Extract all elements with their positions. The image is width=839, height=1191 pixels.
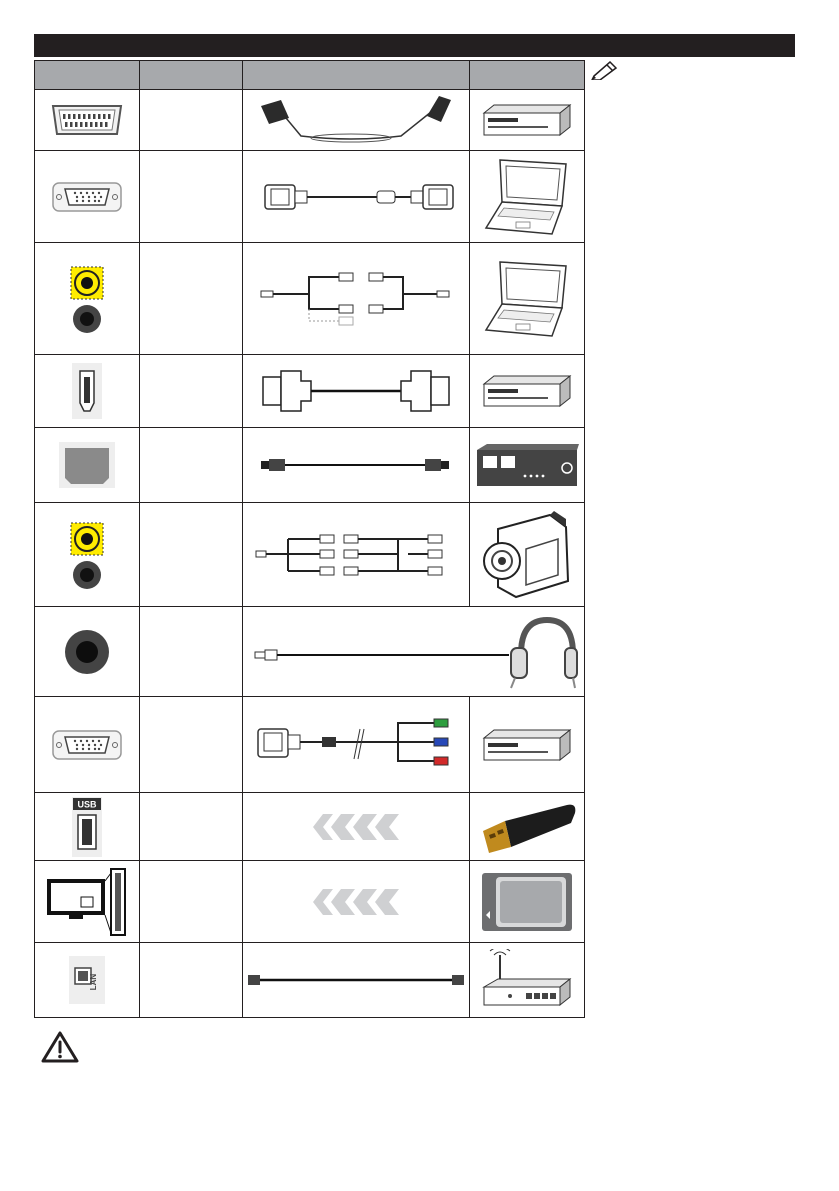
connector-cell — [35, 428, 140, 503]
device-cell — [470, 943, 585, 1018]
device-cell — [470, 355, 585, 428]
connector-cell — [35, 697, 140, 793]
table-row — [35, 607, 585, 697]
hdmi-socket-icon — [70, 361, 104, 421]
cable-cell — [243, 503, 470, 607]
cable-cell — [243, 90, 470, 151]
ypbpr-cable-icon — [248, 715, 464, 775]
dvd-player-icon — [480, 726, 574, 764]
vga-cable-icon — [251, 177, 461, 217]
connector-type-label — [140, 943, 243, 1018]
cable-cell — [243, 861, 470, 943]
connector-cell — [35, 607, 140, 697]
column-header-device — [470, 61, 585, 90]
scart-socket-icon — [47, 100, 127, 140]
connector-type-label — [140, 503, 243, 607]
table-row — [35, 503, 585, 607]
hdmi-cable-icon — [251, 363, 461, 419]
usb-socket-icon — [70, 795, 104, 859]
connector-type-label — [140, 355, 243, 428]
table-row — [35, 861, 585, 943]
table-header-row — [35, 61, 585, 90]
table-row — [35, 243, 585, 355]
connector-cell — [35, 503, 140, 607]
camcorder-icon — [480, 509, 574, 601]
connector-type-label — [140, 793, 243, 861]
connector-type-label — [140, 607, 243, 697]
ci-slot-icon — [45, 867, 129, 937]
lan-socket-icon — [65, 954, 109, 1006]
connector-cell — [35, 793, 140, 861]
scart-cable-icon — [251, 92, 461, 148]
av-cable-icon — [248, 531, 464, 579]
device-cell — [470, 793, 585, 861]
cable-cell — [243, 243, 470, 355]
lan-label: LAN — [89, 973, 98, 991]
cam-module-icon — [480, 871, 574, 933]
cable-cell — [243, 607, 585, 697]
connections-table — [34, 60, 585, 1018]
page-title — [34, 34, 795, 57]
dvd-player-icon — [480, 101, 574, 139]
headphone-cable-icon — [249, 614, 579, 690]
laptop-icon — [482, 156, 572, 238]
cable-cell — [243, 151, 470, 243]
pencil-icon — [590, 60, 618, 85]
cable-cell — [243, 355, 470, 428]
vga-socket-icon — [51, 729, 123, 761]
connector-cell — [35, 243, 140, 355]
table-row — [35, 151, 585, 243]
table-row — [35, 697, 585, 793]
usb-arrows-icon — [311, 812, 401, 842]
av-jack-icon — [69, 515, 105, 595]
cable-cell — [243, 697, 470, 793]
amplifier-icon — [475, 442, 579, 488]
column-header-cables — [243, 61, 470, 90]
ci-arrows-icon — [311, 887, 401, 917]
ethernet-cable-icon — [244, 970, 468, 990]
connector-cell — [35, 943, 140, 1018]
device-cell — [470, 861, 585, 943]
dvd-player-icon — [480, 372, 574, 410]
connector-cell — [35, 861, 140, 943]
connector-type-label — [140, 151, 243, 243]
cable-cell — [243, 943, 470, 1018]
router-icon — [480, 949, 574, 1011]
table-row — [35, 793, 585, 861]
table-row — [35, 428, 585, 503]
device-cell — [470, 503, 585, 607]
warning-icon — [40, 1030, 80, 1069]
table-row — [35, 355, 585, 428]
cable-cell — [243, 793, 470, 861]
column-header-connector — [35, 61, 140, 90]
vga-socket-icon — [51, 181, 123, 213]
device-cell — [470, 243, 585, 355]
cable-cell — [243, 428, 470, 503]
table-row — [35, 943, 585, 1018]
connector-type-label — [140, 243, 243, 355]
audio-jack-icon — [69, 259, 105, 339]
optical-cable-icon — [251, 453, 461, 477]
connector-type-label — [140, 697, 243, 793]
connector-type-label — [140, 428, 243, 503]
device-cell — [470, 90, 585, 151]
device-cell — [470, 428, 585, 503]
device-cell — [470, 697, 585, 793]
column-header-type — [140, 61, 243, 90]
connector-cell — [35, 90, 140, 151]
laptop-icon — [482, 258, 572, 340]
connector-cell — [35, 151, 140, 243]
headphone-jack-icon — [62, 627, 112, 677]
usb-label: USB — [77, 799, 97, 809]
usb-stick-icon — [475, 801, 579, 853]
optical-socket-icon — [57, 440, 117, 490]
audio-cable-icon — [251, 269, 461, 329]
connector-cell — [35, 355, 140, 428]
connector-type-label — [140, 861, 243, 943]
table-row — [35, 90, 585, 151]
device-cell — [470, 151, 585, 243]
connector-type-label — [140, 90, 243, 151]
